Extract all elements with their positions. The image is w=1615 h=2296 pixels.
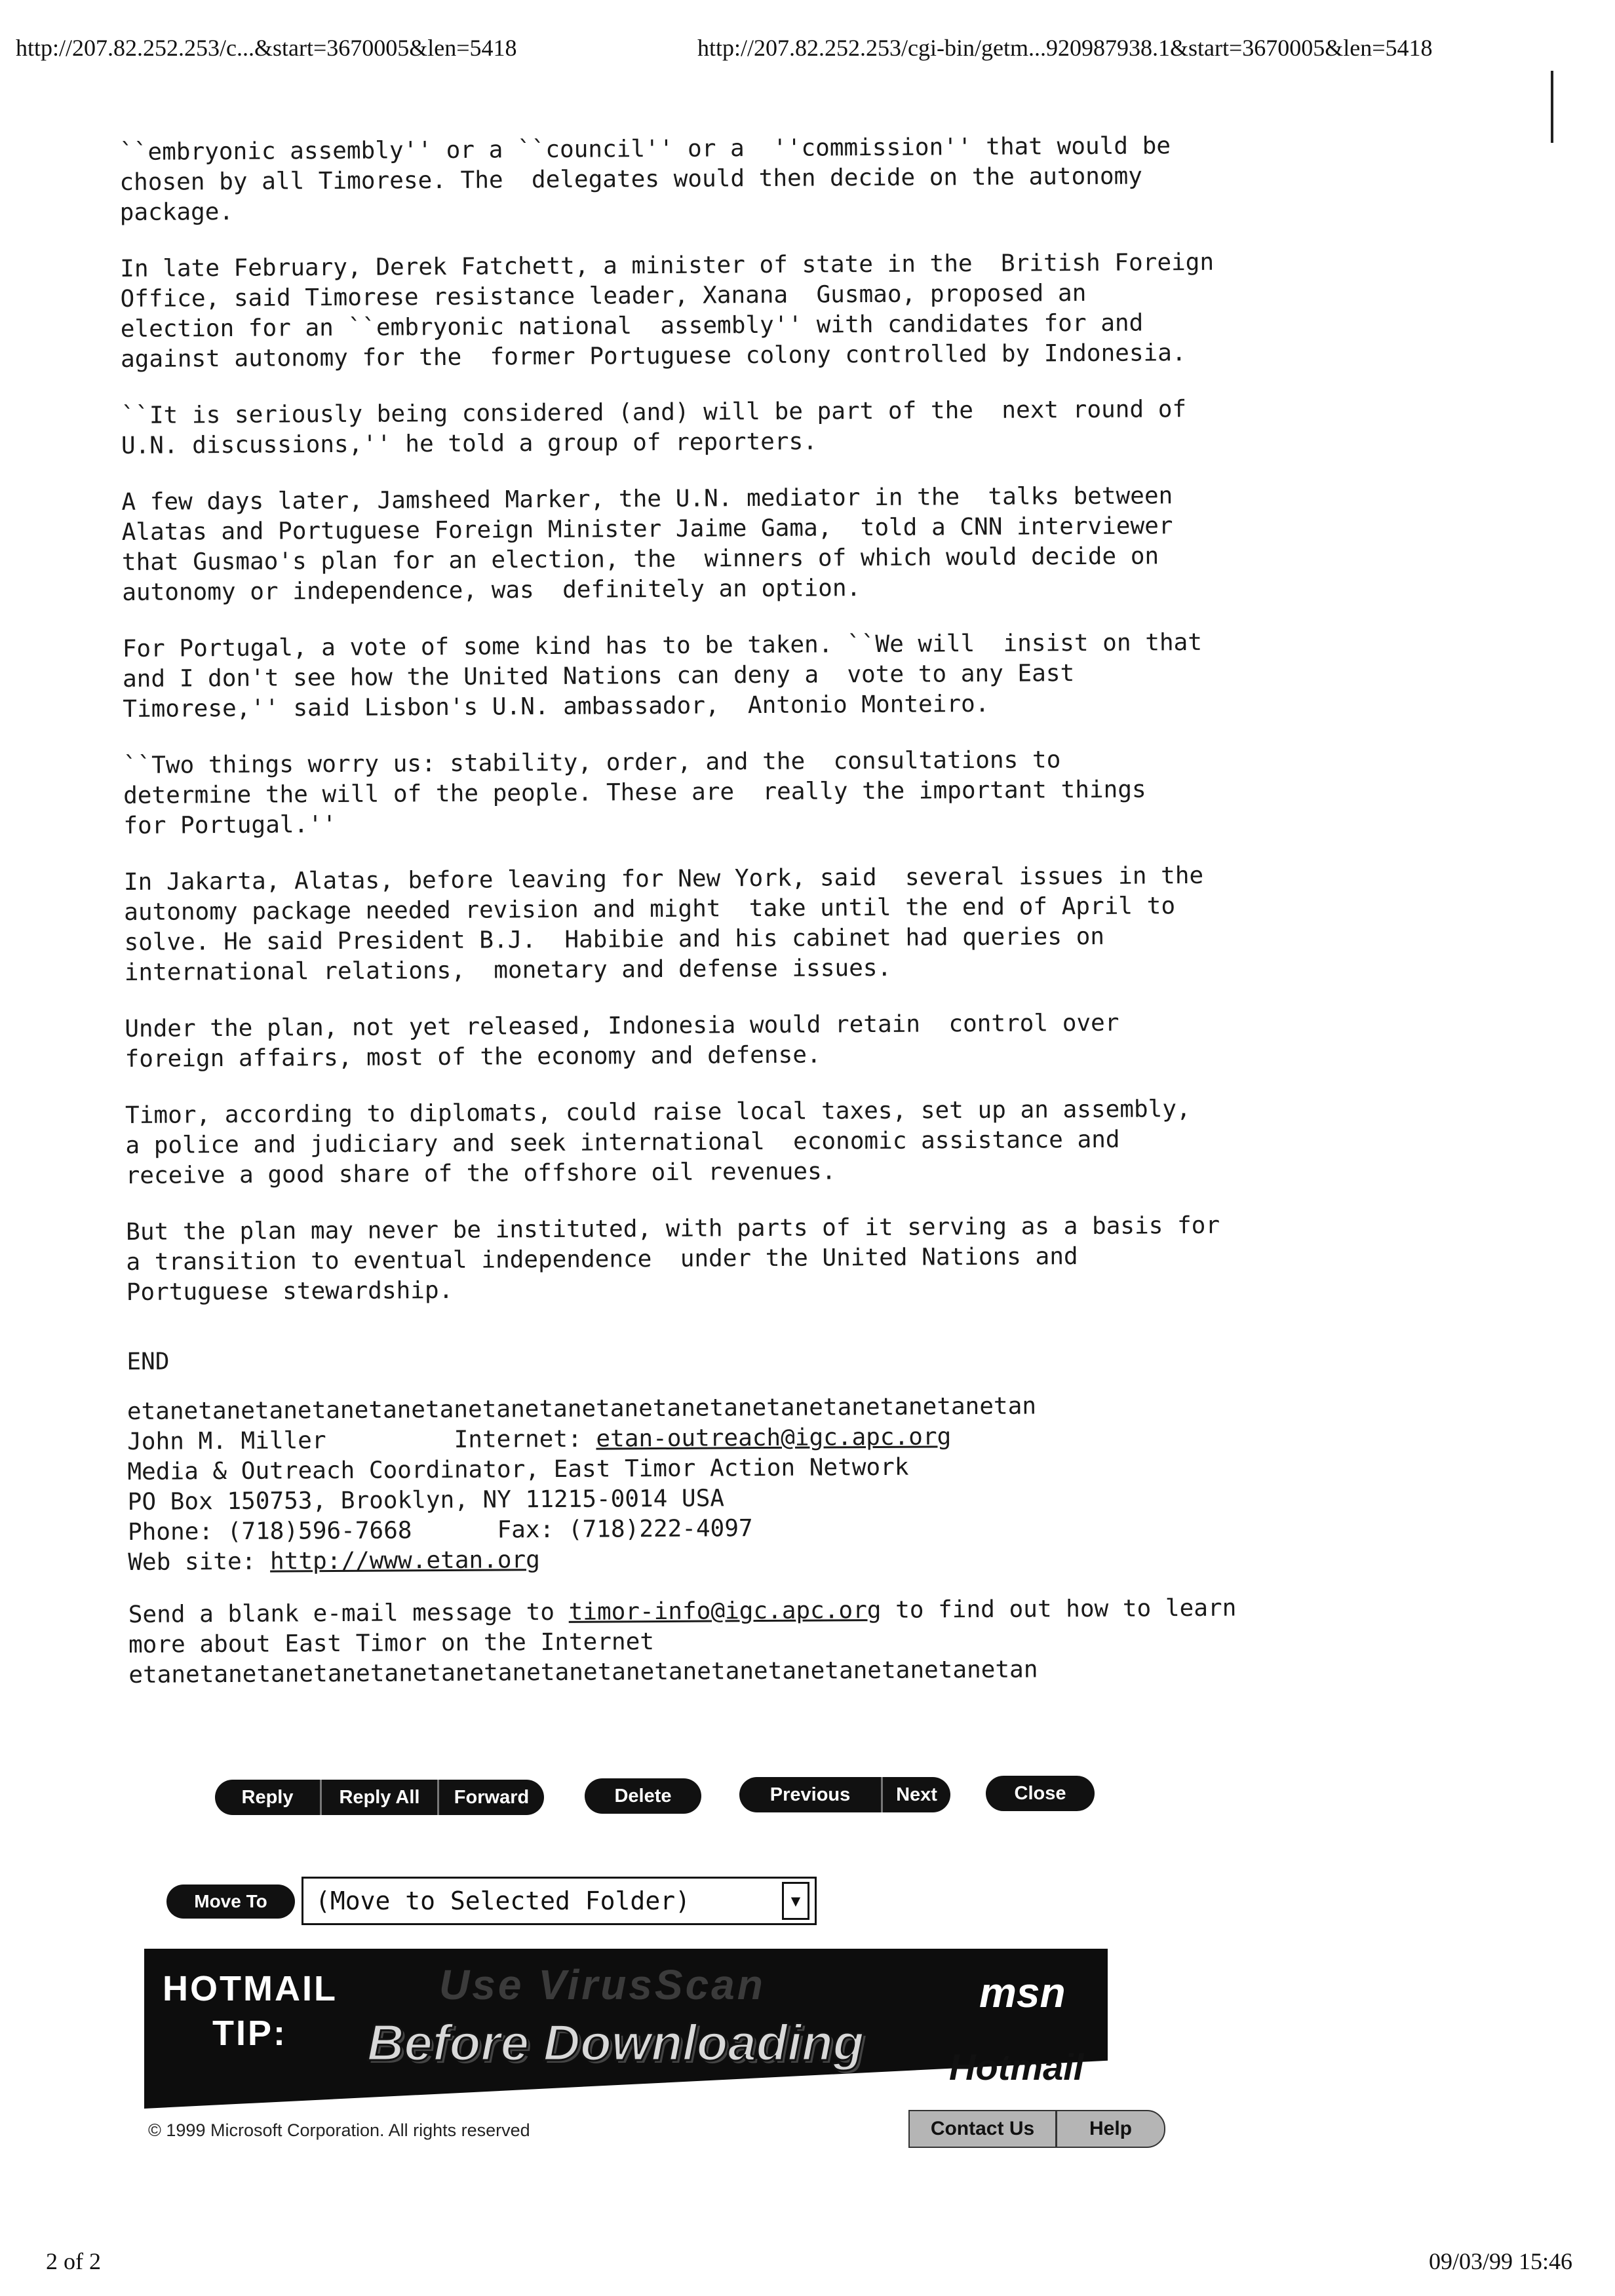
promo-line-1: Use VirusScan bbox=[439, 1961, 766, 2008]
signature-website-label: Web site: bbox=[128, 1548, 271, 1576]
hotmail-tip-banner[interactable] bbox=[144, 1949, 1108, 2109]
print-timestamp: 09/03/99 15:46 bbox=[1429, 2248, 1573, 2274]
message-line: that Gusmao's plan for an election, the winners of which would decide on bbox=[121, 543, 1159, 576]
message-line: Portuguese stewardship. bbox=[126, 1276, 454, 1306]
previous-button[interactable]: Previous bbox=[739, 1777, 883, 1812]
info-block bbox=[128, 1592, 1466, 1690]
message-line: But the plan may never be instituted, with parts of it serving as a basis for bbox=[126, 1212, 1220, 1246]
message-paragraph bbox=[120, 246, 1458, 375]
message-line: election for an ``embryonic national assembly'' with candidates for and bbox=[120, 309, 1144, 343]
signature-title: Media & Outreach Coordinator, East Timor Action Network bbox=[127, 1453, 909, 1485]
delete-button[interactable]: Delete bbox=[585, 1778, 701, 1814]
move-to-button[interactable]: Move To bbox=[166, 1885, 295, 1919]
contact-us-button[interactable]: Contact Us bbox=[910, 2111, 1057, 2147]
message-line: a transition to eventual independence under the United Nations and bbox=[126, 1243, 1078, 1276]
message-line: ``embryonic assembly'' or a ``council'' or a ''commission'' that would be bbox=[119, 132, 1171, 166]
message-line: A few days later, Jamsheed Marker, the U.N. mediator in the talks between bbox=[121, 482, 1173, 516]
close-button[interactable]: Close bbox=[986, 1776, 1095, 1811]
scrollbar-mark bbox=[1551, 71, 1553, 143]
help-button[interactable]: Help bbox=[1089, 2118, 1132, 2139]
hotmail-logo: Hotmail bbox=[949, 2046, 1084, 2088]
message-line: ``It is seriously being considered (and) will be part of the next round of bbox=[121, 396, 1187, 429]
signature-divider-end: etanetanetanetanetanetanetanetanetanetanetanetanetanetanetanetan bbox=[128, 1656, 1038, 1689]
info-send-suffix: to find out how to learn bbox=[881, 1594, 1237, 1624]
folder-select-value: (Move to Selected Folder) bbox=[315, 1886, 690, 1915]
message-line: a police and judiciary and seek international economic assistance and bbox=[125, 1126, 1120, 1159]
message-line: U.N. discussions,'' he told a group of reporters. bbox=[121, 428, 818, 459]
message-line: for Portugal.'' bbox=[123, 811, 337, 839]
message-line: Alatas and Portuguese Foreign Minister Jaime Gama, told a CNN interviewer bbox=[121, 512, 1173, 546]
signature-address: PO Box 150753, Brooklyn, NY 11215-0014 USA bbox=[127, 1485, 725, 1516]
message-line: solve. He said President B.J. Habibie and his cabinet had queries on bbox=[124, 923, 1105, 956]
next-button[interactable]: Next bbox=[896, 1784, 937, 1805]
message-line: autonomy package needed revision and might take until the end of April to bbox=[124, 892, 1176, 926]
message-line: For Portugal, a vote of some kind has to be taken. ``We will insist on that bbox=[122, 628, 1203, 662]
message-paragraph bbox=[121, 480, 1459, 608]
message-line: foreign affairs, most of the economy and defense. bbox=[125, 1041, 821, 1073]
message-paragraph bbox=[119, 130, 1457, 228]
message-paragraphs bbox=[119, 130, 1464, 1308]
signature-name: John M. Miller Internet: bbox=[127, 1425, 596, 1455]
message-line: receive a good share of the offshore oil revenues. bbox=[125, 1158, 836, 1189]
dropdown-arrow-icon[interactable]: ▼ bbox=[782, 1882, 809, 1920]
promo-line-2: Before Downloading bbox=[367, 2014, 865, 2071]
message-line: ``Two things worry us: stability, order, and the consultations to bbox=[123, 746, 1061, 779]
copyright-notice: © 1999 Microsoft Corporation. All rights reserved bbox=[148, 2120, 530, 2140]
tip-label-tip: TIP: bbox=[212, 2014, 287, 2053]
reply-button[interactable]: Reply bbox=[215, 1780, 322, 1815]
msn-logo: msn bbox=[979, 1969, 1066, 2016]
message-line: Office, said Timorese resistance leader, Xanana Gusmao, proposed an bbox=[120, 279, 1087, 313]
message-line: Timorese,'' said Lisbon's U.N. ambassador, Antonio Monteiro. bbox=[123, 690, 990, 723]
message-line: against autonomy for the former Portuguese colony controlled by Indonesia. bbox=[120, 339, 1186, 373]
forward-button[interactable]: Forward bbox=[454, 1786, 530, 1808]
print-header-left-url: http://207.82.252.253/c...&start=3670005&len=5418 bbox=[16, 35, 517, 61]
message-line: In Jakarta, Alatas, before leaving for New York, said several issues in the bbox=[123, 862, 1204, 896]
message-line: determine the will of the people. These are really the important things bbox=[123, 776, 1146, 809]
message-line: Timor, according to diplomats, could raise local taxes, set up an assembly, bbox=[125, 1096, 1191, 1129]
signature-website-link[interactable]: http://www.etan.org bbox=[269, 1546, 540, 1575]
message-end-marker: END bbox=[126, 1348, 170, 1375]
info-email-link[interactable]: timor-info@igc.apc.org bbox=[568, 1596, 882, 1626]
info-line-2: more about East Timor on the Internet bbox=[128, 1628, 655, 1658]
reply-all-button[interactable]: Reply All bbox=[322, 1780, 439, 1815]
folder-select[interactable] bbox=[302, 1877, 817, 1925]
signature-divider: etanetanetanetanetanetanetanetanetanetanetanetanetanetanetanetan bbox=[126, 1392, 1037, 1425]
message-line: Under the plan, not yet released, Indonesia would retain control over bbox=[125, 1009, 1119, 1043]
message-line: package. bbox=[119, 198, 234, 226]
message-paragraph bbox=[124, 860, 1462, 988]
navigation-button-group bbox=[739, 1777, 950, 1812]
print-page-number: 2 of 2 bbox=[46, 2248, 101, 2274]
message-paragraph bbox=[121, 393, 1458, 461]
message-body bbox=[119, 130, 1466, 1691]
signature-block bbox=[127, 1389, 1466, 1578]
footer-button-group bbox=[908, 2110, 1165, 2148]
message-paragraph bbox=[125, 1006, 1462, 1075]
message-line: and I don't see how the United Nations can deny a vote to any East bbox=[122, 660, 1075, 693]
message-line: In late February, Derek Fatchett, a minister of state in the British Foreign bbox=[120, 248, 1215, 282]
message-line: chosen by all Timorese. The delegates would then decide on the autonomy bbox=[119, 163, 1143, 196]
signature-phone-fax: Phone: (718)596-7668 Fax: (718)222-4097 bbox=[127, 1515, 753, 1546]
message-paragraph bbox=[125, 1093, 1463, 1191]
message-line: autonomy or independence, was definitely an option. bbox=[122, 575, 861, 606]
message-paragraph bbox=[123, 743, 1461, 841]
signature-email-link[interactable]: etan-outreach@igc.apc.org bbox=[596, 1423, 952, 1453]
print-header-right-url: http://207.82.252.253/cgi-bin/getm...920987938.1&start=3670005&len=5418 bbox=[697, 35, 1433, 61]
reply-button-group bbox=[215, 1780, 544, 1815]
message-line: international relations, monetary and defense issues. bbox=[124, 954, 892, 986]
tip-label-hotmail: HOTMAIL bbox=[163, 1969, 338, 2008]
message-paragraph bbox=[123, 626, 1460, 725]
message-paragraph bbox=[126, 1210, 1464, 1308]
info-send-prefix: Send a blank e-mail message to bbox=[128, 1598, 569, 1628]
